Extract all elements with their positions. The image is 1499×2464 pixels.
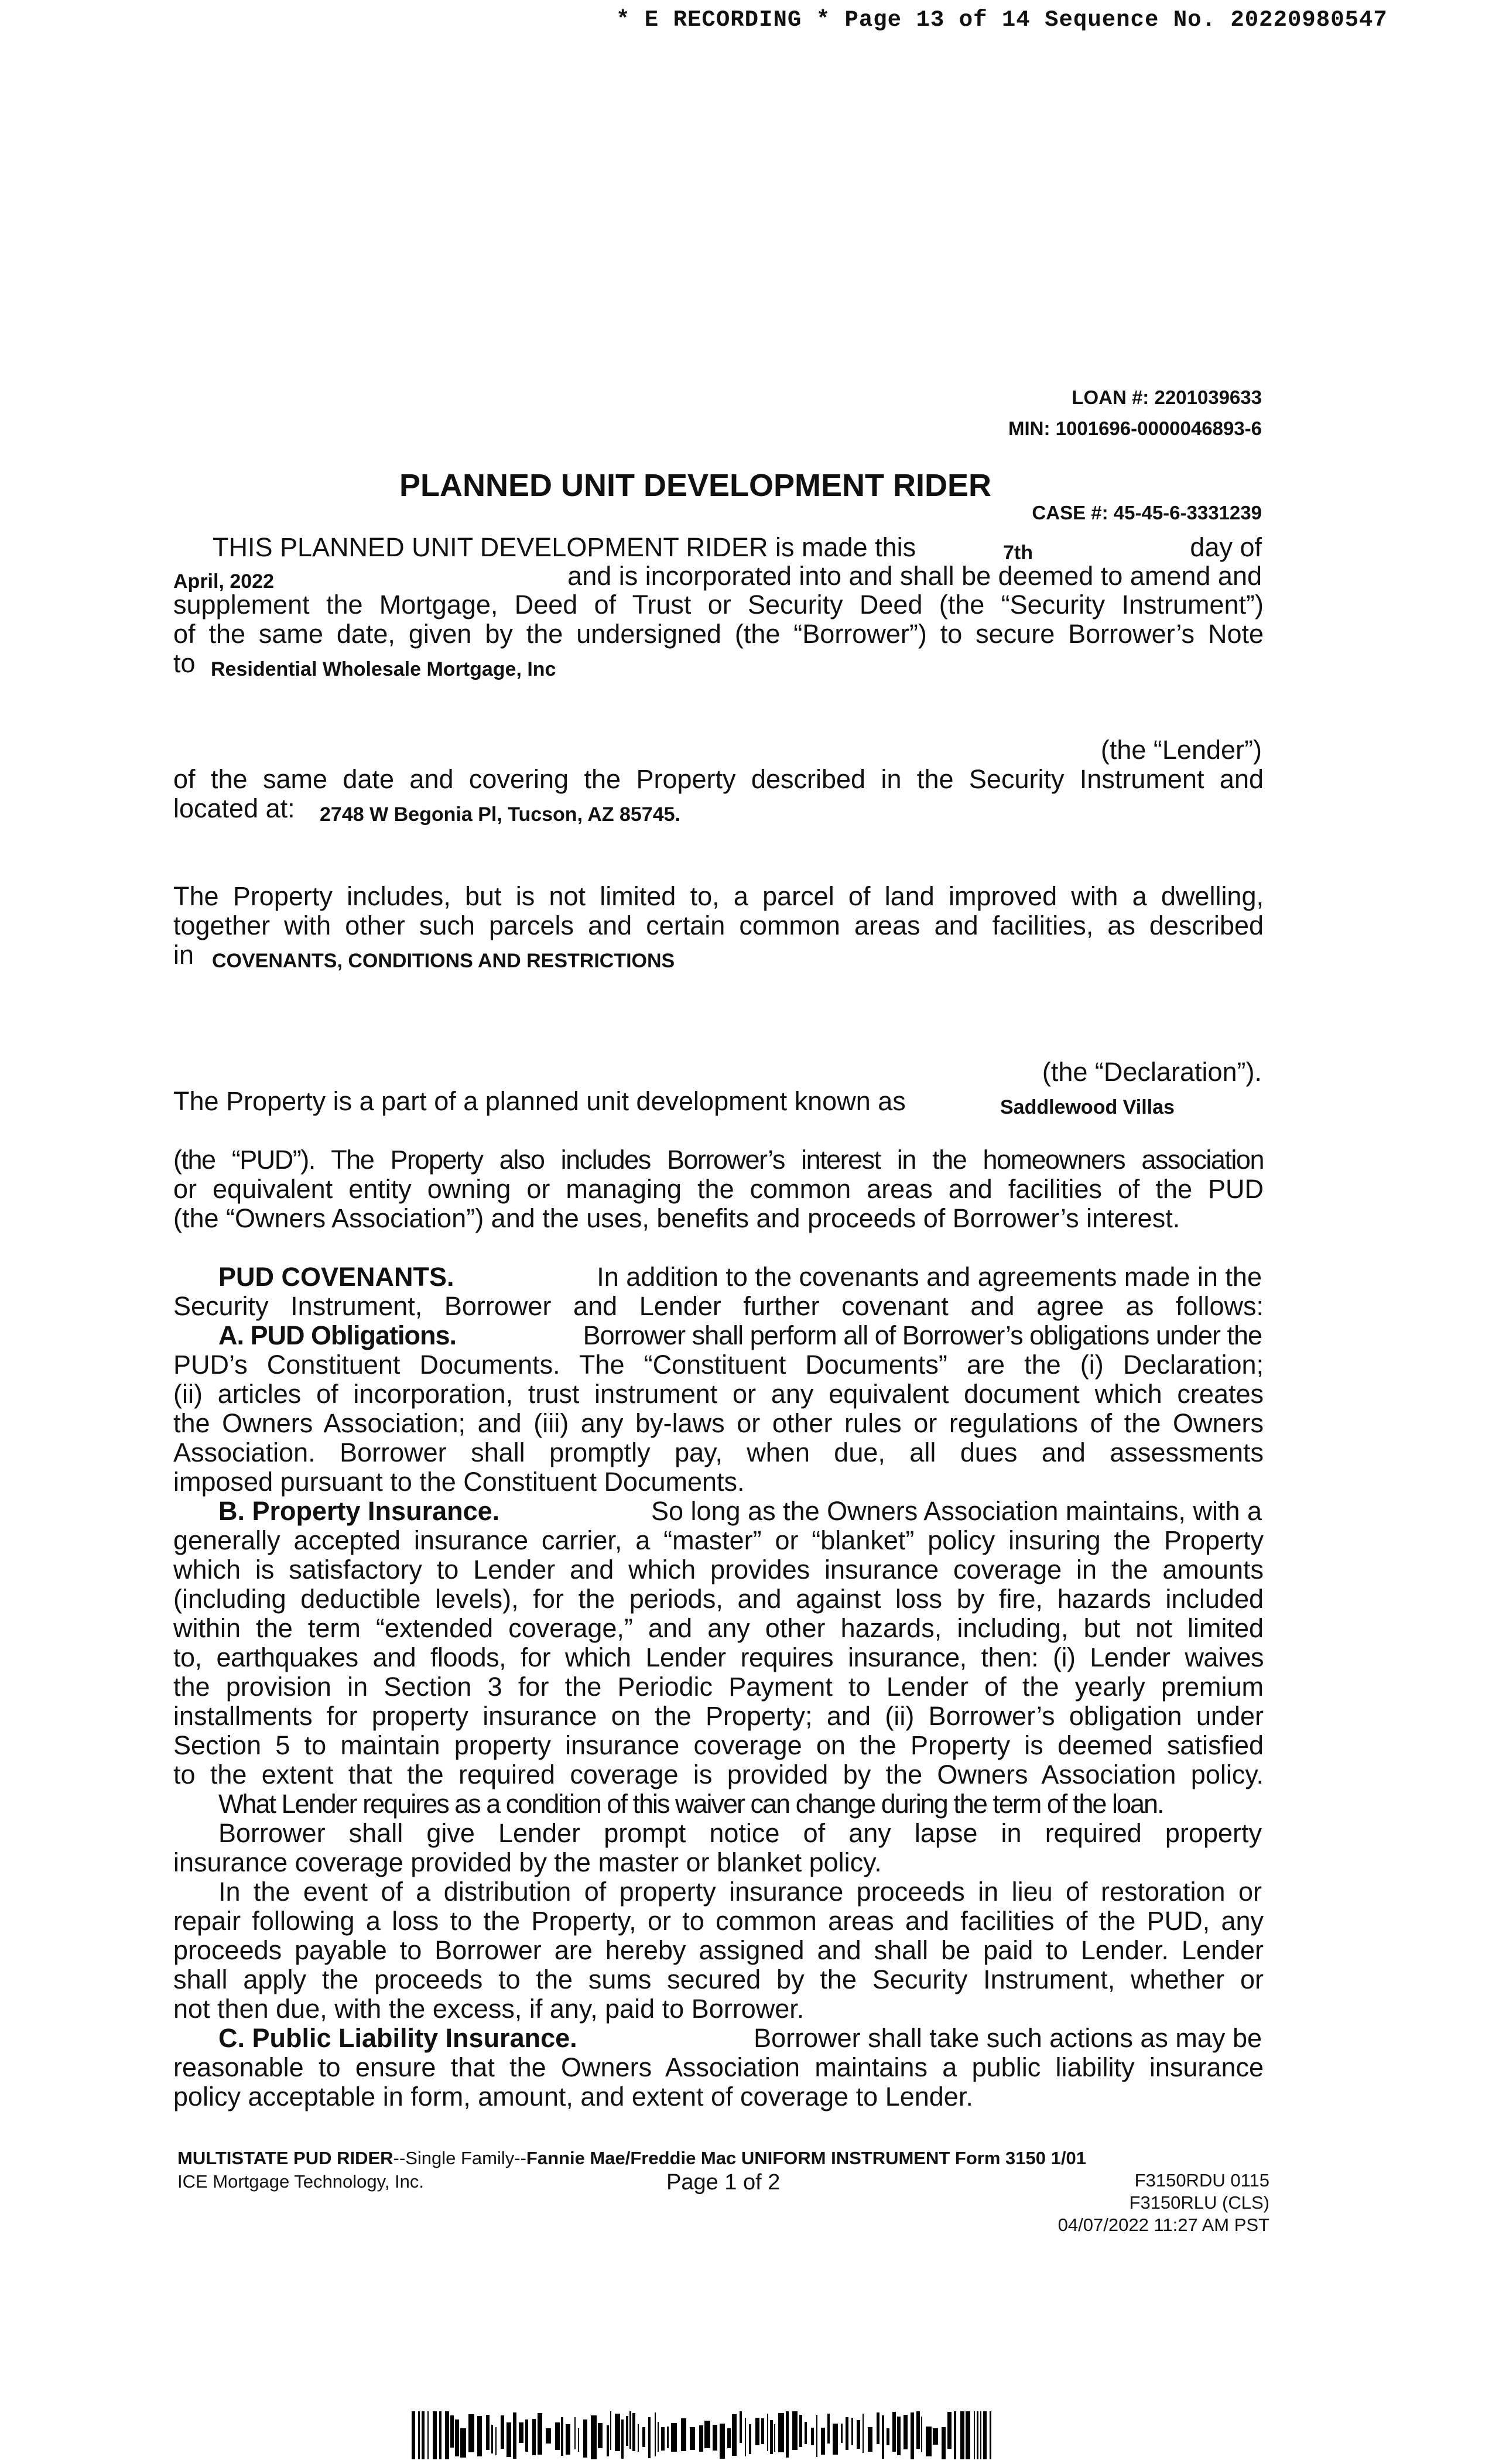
case-number: CASE #: 45-45-6-3331239 — [1032, 502, 1262, 523]
document-barcode — [412, 2411, 991, 2459]
min-number: MIN: 1001696-0000046893-6 — [1008, 417, 1262, 439]
section-b-text-1: So long as the Owners Association maintains, with a — [651, 1496, 1262, 1526]
section-b-line-2: generally accepted insurance carrier, a “master” or “blanket” policy insuring the Property — [173, 1525, 1264, 1555]
section-b-line-17: shall apply the proceeds to the sums secured by the Security Instrument, whether or — [173, 1965, 1264, 1994]
section-c-line-2: reasonable to ensure that the Owners Association maintains a public liability insurance — [173, 2052, 1264, 2082]
section-c-heading: C. Public Liability Insurance. — [218, 2023, 577, 2053]
located-at-label: located at: — [173, 793, 295, 823]
section-b-line-1 — [218, 1497, 1262, 1526]
lender-name: Residential Wholesale Mortgage, Inc — [211, 658, 556, 680]
section-b-line-14: In the event of a distribution of property insurance proceeds in lieu of restoration or — [218, 1877, 1262, 1907]
section-b-line-9: Section 5 to maintain property insurance coverage on the Property is deemed satisfied — [173, 1730, 1264, 1760]
section-b-line-8: installments for property insurance on the Property; and (ii) Borrower’s obligation under — [173, 1701, 1264, 1731]
pud-paragraph-3: (the “Owners Association”) and the uses, benefits and proceeds of Borrower’s interest. — [173, 1203, 1180, 1233]
intro-line-6: of the same date and covering the Property described in the Security Instrument and — [173, 764, 1264, 794]
property-in: in — [173, 940, 194, 970]
section-c-line-3: policy acceptable in form, amount, and extent of coverage to Lender. — [173, 2082, 973, 2111]
section-c-line-1 — [218, 2024, 1262, 2053]
covenants-intro — [218, 1262, 1262, 1292]
property-address: 2748 W Begonia Pl, Tucson, AZ 85745. — [320, 803, 680, 826]
section-b-line-18: not then due, with the excess, if any, paid to Borrower. — [173, 1994, 805, 2024]
section-b-line-11: What Lender requires as a condition of this waiver can change during the term of the loan. — [218, 1789, 1163, 1819]
section-b-line-15: repair following a loss to the Property, or to common areas and facilities of the PUD, any — [173, 1906, 1264, 1936]
section-c-text-1: Borrower shall take such actions as may be — [754, 2023, 1262, 2053]
section-b-line-5: within the term “extended coverage,” and any other hazards, including, but not limited — [173, 1613, 1264, 1643]
the-lender-label: (the “Lender”) — [1100, 735, 1262, 765]
section-b-line-3: which is satisfactory to Lender and which provides insurance coverage in the amounts — [173, 1555, 1264, 1585]
intro-line-4: of the same date, given by the undersigned (the “Borrower”) to secure Borrower’s Note — [173, 619, 1264, 649]
section-b-line-6: to, earthquakes and floods, for which Lender requires insurance, then: (i) Lender waives — [173, 1642, 1264, 1672]
pud-paragraph-1: (the “PUD”). The Property also includes Borrower’s interest in the homeowners association — [173, 1145, 1264, 1175]
section-a-line-5: Association. Borrower shall promptly pay, when due, all dues and assessments — [173, 1438, 1264, 1467]
section-a-text-1: Borrower shall perform all of Borrower’s obligations under the — [583, 1320, 1262, 1350]
page-number: Page 1 of 2 — [666, 2170, 781, 2195]
rider-month-year: April, 2022 — [173, 570, 274, 593]
print-timestamp: 04/07/2022 11:27 AM PST — [1057, 2215, 1269, 2235]
section-b-heading: B. Property Insurance. — [218, 1496, 500, 1526]
rider-day: 7th — [1003, 542, 1033, 564]
covenants-intro-line-2: Security Instrument, Borrower and Lender further covenant and agree as follows: — [173, 1291, 1264, 1321]
section-b-line-12: Borrower shall give Lender prompt notice of any lapse in required property — [218, 1818, 1262, 1848]
form-type: --Single Family-- — [393, 2148, 526, 2168]
section-a-line-2: PUD’s Constituent Documents. The “Constituent Documents” are the (i) Declaration; — [173, 1350, 1264, 1380]
intro-line-1b: day of — [1190, 532, 1262, 562]
recording-header: * E RECORDING * Page 13 of 14 Sequence No. 20220980547 — [616, 7, 1388, 33]
property-line-1: The Property includes, but is not limited to, a parcel of land improved with a dwelling, — [173, 881, 1264, 911]
form-name: MULTISTATE PUD RIDER — [177, 2148, 393, 2168]
section-b-line-7: the provision in Section 3 for the Periodic Payment to Lender of the yearly premium — [173, 1672, 1264, 1702]
intro-line-1a: THIS PLANNED UNIT DEVELOPMENT RIDER is made this — [213, 532, 916, 562]
section-a-line-6: imposed pursuant to the Constituent Documents. — [173, 1467, 745, 1497]
intro-line-3: supplement the Mortgage, Deed of Trust or Security Deed (the “Security Instrument”) — [173, 590, 1264, 620]
section-b-line-10: to the extent that the required coverage is provided by the Owners Association policy. — [173, 1760, 1264, 1789]
form-identifier — [177, 2148, 1086, 2169]
section-b-line-4: (including deductible levels), for the periods, and against loss by fire, hazards included — [173, 1584, 1264, 1614]
section-b-line-16: proceeds payable to Borrower are hereby assigned and shall be paid to Lender. Lender — [173, 1935, 1264, 1965]
property-line-2: together with other such parcels and certain common areas and facilities, as described — [173, 911, 1264, 940]
the-declaration-label: (the “Declaration”). — [1042, 1057, 1262, 1087]
pud-line: The Property is a part of a planned unit development known as — [173, 1086, 906, 1116]
page-title: PLANNED UNIT DEVELOPMENT RIDER — [399, 468, 992, 503]
company-name: ICE Mortgage Technology, Inc. — [177, 2171, 425, 2192]
section-a-line-3: (ii) articles of incorporation, trust instrument or any equivalent document which creates — [173, 1379, 1264, 1409]
pud-name: Saddlewood Villas — [1000, 1096, 1175, 1118]
section-a-line-1 — [218, 1321, 1262, 1350]
section-b-line-13: insurance coverage provided by the master or blanket policy. — [173, 1847, 882, 1877]
form-number: Fannie Mae/Freddie Mac UNIFORM INSTRUMENT Form 3150 1/01 — [526, 2148, 1086, 2168]
intro-to: to — [173, 648, 196, 678]
form-code-2: F3150RLU (CLS) — [1129, 2192, 1269, 2213]
section-a-heading: A. PUD Obligations. — [218, 1320, 457, 1350]
covenants-heading: PUD COVENANTS. — [218, 1262, 454, 1292]
intro-line-2: and is incorporated into and shall be deemed to amend and — [567, 561, 1262, 591]
form-code-1: F3150RDU 0115 — [1134, 2170, 1269, 2191]
section-a-line-4: the Owners Association; and (iii) any by-laws or other rules or regulations of the Owners — [173, 1408, 1264, 1438]
loan-number: LOAN #: 2201039633 — [1072, 386, 1262, 408]
pud-paragraph-2: or equivalent entity owning or managing the common areas and facilities of the PUD — [173, 1174, 1264, 1204]
covenants-intro-rest: In addition to the covenants and agreements made in the — [597, 1262, 1262, 1292]
declaration-document: COVENANTS, CONDITIONS AND RESTRICTIONS — [212, 950, 675, 972]
